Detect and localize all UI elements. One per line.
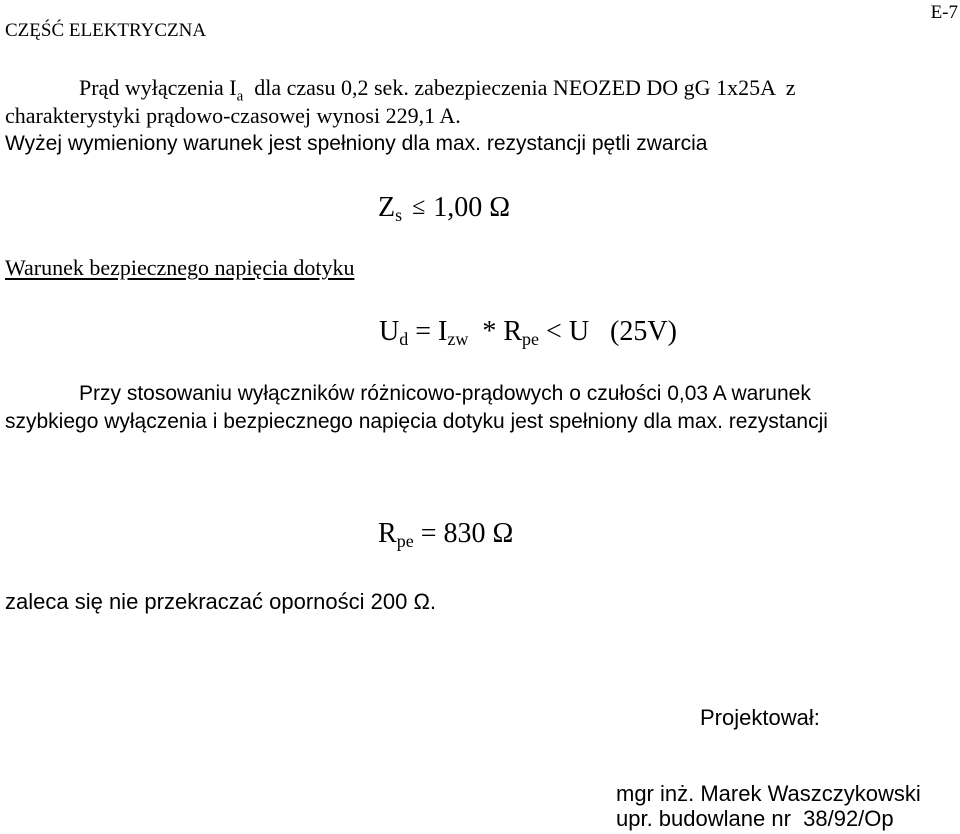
intro-line-1 xyxy=(79,75,796,105)
rcd-paragraph-line-2: szybkiego wyłączenia i bezpiecznego napięcia dotyku jest spełniony dla max. rezystancji xyxy=(5,410,828,433)
formula-ud-times: * R xyxy=(468,316,523,347)
formula-loop-impedance xyxy=(378,192,510,224)
recommendation-text: zaleca się nie przekraczać oporności 200 Ω. xyxy=(5,589,436,614)
formula-ud-u-subscript: d xyxy=(399,329,409,349)
designer-name: mgr inż. Marek Waszczykowski xyxy=(616,781,921,806)
formula-zs-symbol: Z xyxy=(378,192,396,223)
formula-ud-r-subscript: pe xyxy=(522,329,540,349)
designer-label: Projektował: xyxy=(700,705,820,730)
designer-license: upr. budowlane nr 38/92/Op xyxy=(616,806,894,831)
section-title: CZĘŚĆ ELEKTRYCZNA xyxy=(5,20,207,41)
formula-ud-i-subscript: zw xyxy=(447,329,469,349)
intro-line-1-subscript: a xyxy=(236,88,244,105)
formula-rpe-symbol: R xyxy=(378,518,397,549)
formula-zs-value: 1,00 Ω xyxy=(433,192,511,223)
formula-zs-subscript: s xyxy=(395,205,403,225)
intro-line-1-suffix: dla czasu 0,2 sek. zabezpieczenia NEOZED DO gG 1x25A z xyxy=(243,75,796,100)
formula-ud-u: U xyxy=(379,316,400,347)
safety-condition-label: Warunek bezpiecznego napięcia dotyku xyxy=(5,255,355,280)
intro-line-3: Wyżej wymieniony warunek jest spełniony dla max. rezystancji pętli zwarcia xyxy=(5,132,708,155)
formula-ud-equals: = I xyxy=(408,316,448,347)
formula-ud-limit: < U (25V) xyxy=(539,316,677,347)
formula-rpe-value: = 830 Ω xyxy=(413,518,514,549)
page-code: E-7 xyxy=(930,2,958,23)
less-equal-symbol: ≤ xyxy=(412,194,426,220)
rcd-paragraph-line-1: Przy stosowaniu wyłączników różnicowo-prądowych o czułości 0,03 A warunek xyxy=(79,382,811,405)
formula-rpe-subscript: pe xyxy=(396,531,414,551)
formula-touch-voltage xyxy=(379,316,677,348)
intro-line-2: charakterystyki prądowo-czasowej wynosi 229,1 A. xyxy=(5,103,461,128)
formula-protective-resistance xyxy=(378,518,513,550)
intro-line-1-prefix: Prąd wyłączenia I xyxy=(79,75,237,100)
